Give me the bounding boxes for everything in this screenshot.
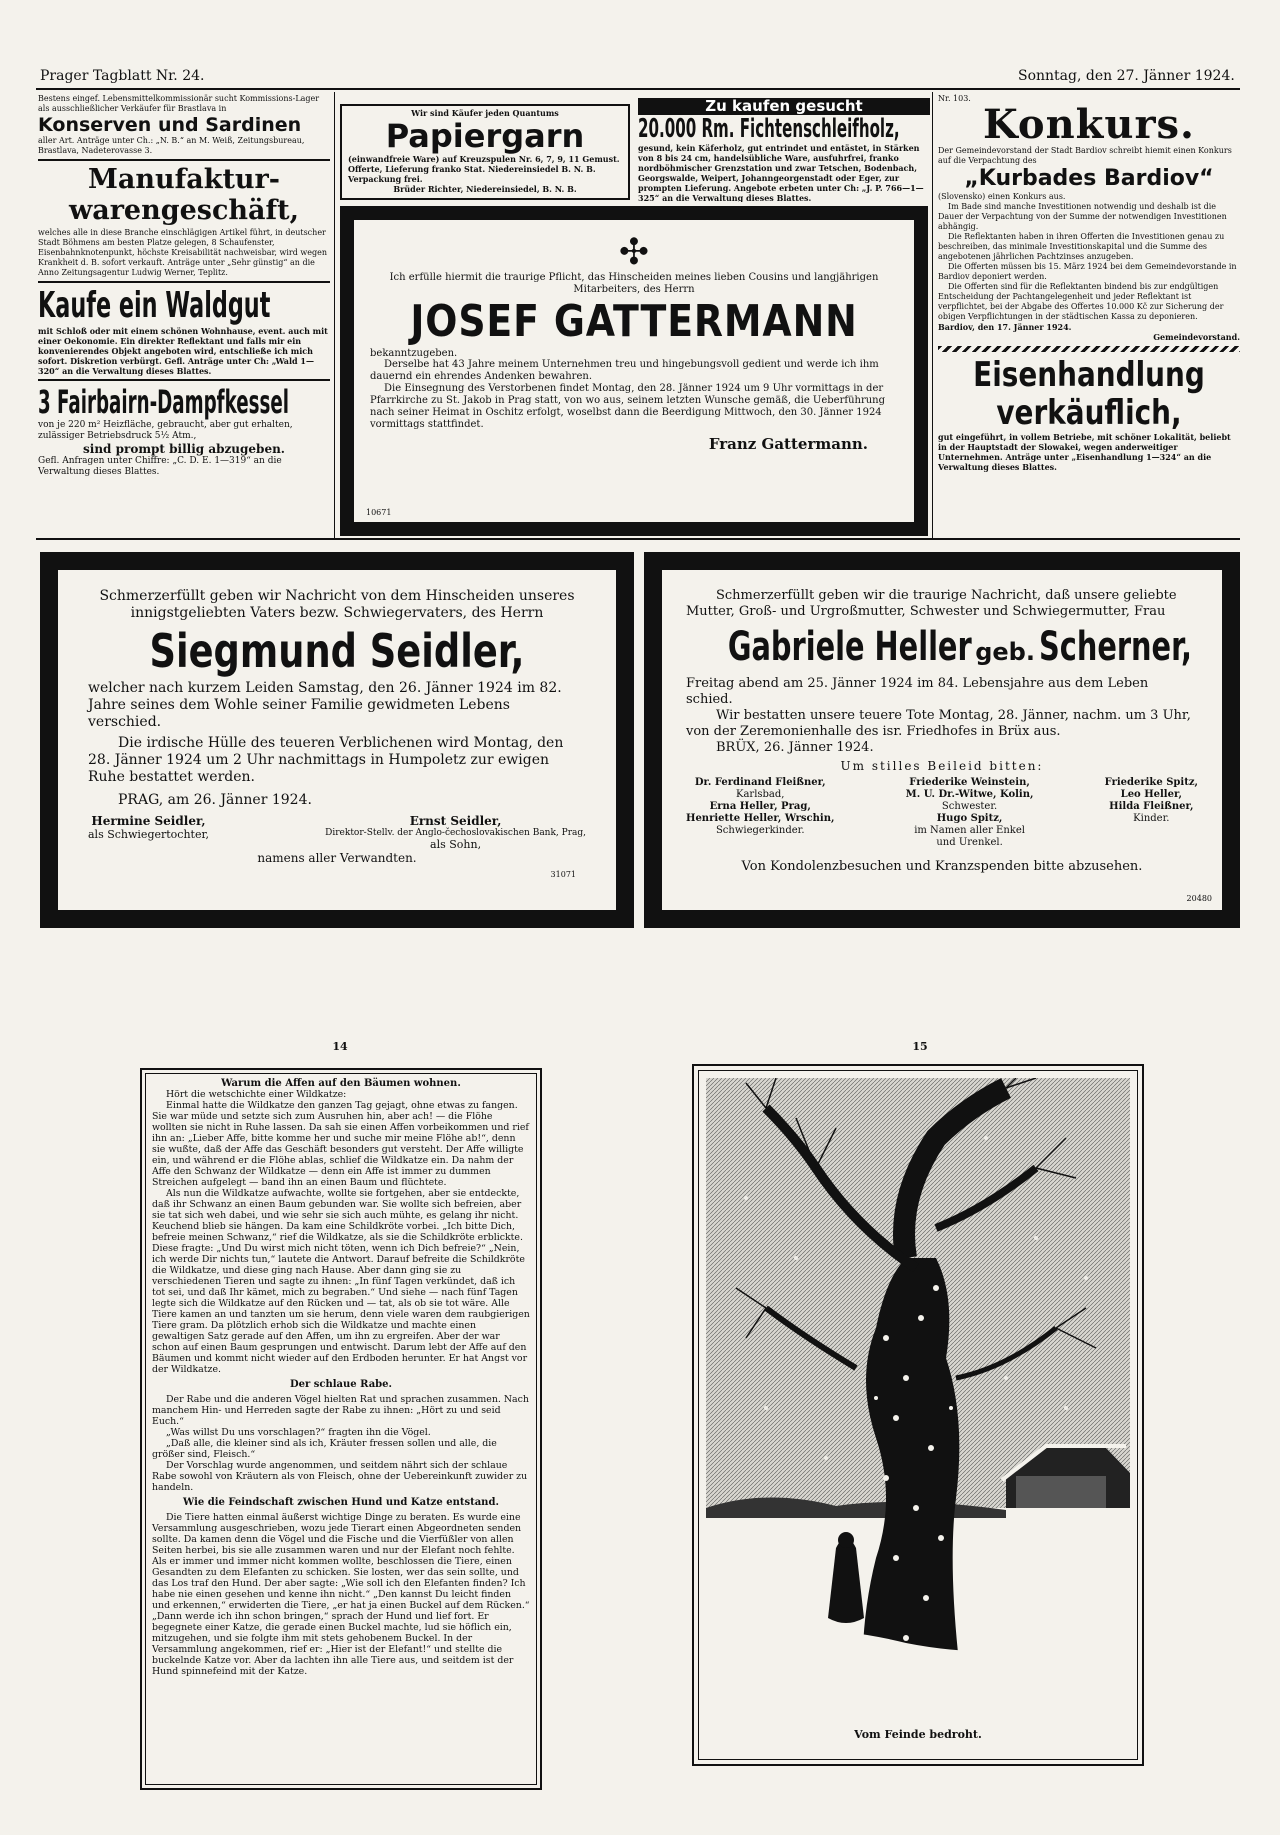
ad1-text: Bestens eingef. Lebensmittelkommissionär sucht Kommissions-Lager als ausschließlicher Verkäufer für Brastlava in [38,94,320,113]
story-title-3: Wie die Feindschaft zwischen Hund und Katze entstand. [183,1497,499,1508]
gattermann-name: JOSEF GATTERMANN [410,296,858,347]
heller-name-line: Friederike Spitz, [1104,777,1198,788]
page-number-14: 14 [332,1040,348,1053]
heller-name-line: und Urenkel. [936,837,1003,848]
zigzag-divider [938,346,1240,352]
heller-name-line: Erna Heller, Prag, [709,801,811,812]
heller-name-line: Schwiegerkinder. [715,825,805,836]
heller-name-line: Hugo Spitz, [936,813,1003,824]
fichtenholz-top: Zu kaufen gesucht [638,98,930,115]
gattermann-intro: Ich erfülle hiermit die traurige Pflicht, das Hinscheiden meines lieben Cousins und langjährigen Mitarbeiters, des Herrn [389,272,879,295]
konkurs-text-4: Die Reflektanten haben in ihren Offerten die Investitionen genau zu beschreiben, das minimale Investitionskapital und die Summe des angebotenen jährlichen Pachtzinses anzugeben. [938,232,1225,261]
column-rule [932,92,933,538]
heller-num: 20480 [1186,894,1212,903]
page15-illustration-box [692,1064,1144,1766]
konkurs-heading-2: „Kurbades Bardiov“ [964,166,1214,191]
ad3-heading: Kaufe ein Waldgut [38,285,271,326]
heller-name-line: im Namen aller Enkel [914,825,1025,836]
heller-name-line: Henriette Heller, Wrschin, [686,813,835,824]
heller-obituary [644,552,1240,928]
heller-name-line: Dr. Ferdinand Fleißner, [694,777,826,788]
page-header-left: Prager Tagblatt Nr. 24. [40,68,205,84]
konkurs-text-5: Die Offerten müssen bis 15. März 1924 bei dem Gemeindevorstande in Bardiov deponiert werden. [938,262,1237,281]
heller-col-3 [1105,777,1198,849]
heller-p2: Wir bestatten unsere teuere Tote Montag, 28. Jänner, nachm. um 3 Uhr, von der Zeremonienhalle des isr. Friedhofes in Brüx aus. [686,708,1191,739]
divider [38,379,330,381]
heller-foot: Von Kondolenzbesuchen und Kranzspenden bitte abzusehen. [741,859,1143,874]
story-sub: Hört die wetschichte einer Wildkatze: [166,1089,347,1100]
gattermann-obituary [340,206,928,536]
konkurs-text-3: Im Bade sind manche Investitionen notwendig und deshalb ist die Dauer der Verpachtung von der Summe der notwendigen Investitionen abhängig. [938,202,1227,231]
winter-tree-illustration [706,1078,1130,1718]
section-rule [36,538,1240,540]
heller-name-line: Kinder. [1133,813,1170,824]
fichtenholz-heading: 20.000 Rm. Fichtenschleifholz, [638,114,900,144]
ad4-text-3: Gefl. Anfragen unter Chiffre: „C. D. E. 1—319“ an die Verwaltung dieses Blattes. [38,456,282,477]
ad1-tail: aller Art. Anträge unter Ch.: „N. B.“ an M. Weiß, Zeitungsbureau, Brastlava, Nadeterovasse 3. [38,136,305,155]
konkurs-text-2: (Slovensko) einen Konkurs aus. [938,192,1066,201]
eisen-heading-2: verkäuflich, [996,393,1182,433]
gattermann-l1: bekanntzugeben. [370,348,458,359]
divider [38,281,330,283]
seidler-sign-2: Ernst Seidler, [409,814,502,828]
story-3-p1: Die Tiere hatten einmal äußerst wichtige Dinge zu beraten. Es wurde eine Versammlung ausgeschrieben, wozu jede Tierart einen Abgeordneten senden sollte. Da kamen denn die Vögel und die Fische und die Vierfüßler von allen Seiten herbei, bis sie alle zusammen waren und nur der Elefant noch fehlte. Als er immer und immer nicht kommen wollte, beschlossen die Tiere, einen Gesandten zu dem Elefanten zu schicken. Sie losten, wer das sein sollte, und das Los traf den Hund. Der aber sagte: „Wie soll ich den Elefanten finden? Ich habe nie einen gesehen und kenne ihn nicht.“ „Den kannst Du leicht finden und erkennen,“ erwiderten die Tiere, „er hat ja einen Buckel auf dem Rücken.“ „Dann werde ich ihn schon bringen,“ sprach der Hund und lief fort. Er begegnete einer Katze, die gerade einen Buckel machte, lud sie höflich ein, mitzugehen, und sie folgte ihm mit stets gehobenem Buckel. In der Versammlung angekommen, rief er: „Hier ist der Elefant!“ und stellte die buckelnde Katze vor. Aber da lachten ihn alle Tiere aus, und seitdem ist der Hund spinnefeind mit der Katze. [152,1512,530,1677]
ad1-heading: Konserven und Sardinen [38,114,302,136]
seidler-obituary [40,552,634,928]
column-rule [334,92,335,538]
seidler-sign-2c: als Sohn, [430,838,482,851]
story-1-p2: Als nun die Wildkatze aufwachte, wollte sie fortgehen, aber sie entdeckte, daß ihr Schwanz an einen Baum gebunden war. Sie wollte sich befreien, aber sie tat sich weh dabei, und wie sehr sie sich auch mühte, es gelang ihr nicht. Keuchend blieb sie hängen. Da kam eine Schildkröte vorbei. „Ich bitte Dich, befreie meinen Schwanz,“ rief die Wildkatze, als sie die Schildkröte erblickte. Diese fragte: „Und Du wirst mich nicht töten, wenn ich Dich befreie?“ „Nein, ich werde Dir nichts tun,“ lautete die Antwort. Darauf befreite die Schildkröte die Wildkatze, und diese ging nach Hause. Aber dann ging sie zu verschiedenen Tieren und sagte zu ihnen: „In fünf Tagen verkündet, daß ich tot sei, und daß Ihr kämet, mich zu begraben.“ Und siehe — nach fünf Tagen legte sich die Wildkatze auf den Rücken und — tat, als ob sie tot wäre. Alle Tiere kamen an und tanzten um sie herum, denn viele waren dem raubgierigen Tiere gram. Da plötzlich erhob sich die Wildkatze und machte einen gewaltigen Satz gerade auf den Affen, um ihn zu ergreifen. Aber der war schon auf einen Baum gesprungen und entwischt. Darum lebt der Affe auf den Bäumen und kommt nicht wieder auf den Erdboden herunter. Er hat Angst vor der Wildkatze. [152,1188,530,1375]
gattermann-num: 10671 [366,508,392,517]
gattermann-l2: Derselbe hat 43 Jahre meinem Unternehmen treu und hingebungsvoll gedient und werde ich ihm dauernd ein ehrendes Andenken bewahren. [370,359,879,382]
seidler-sign-1b: als Schwiegertochter, [88,828,210,841]
header-rule [36,88,1240,90]
seidler-p1: welcher nach kurzem Leiden Samstag, den 26. Jänner 1924 im 82. Jahre seines dem Wohle seiner Familie gewidmeten Lebens verschied. [88,680,562,730]
heller-date: BRÜX, 26. Jänner 1924. [716,740,874,755]
konkurs-text-6: Die Offerten sind für die Reflektanten bindend bis zur endgültigen Entscheidung der Pachtangelegenheit und jeder Reflektant ist verpflichtet, bei der Abgabe des Offertes 10.000 Kč zur Sicherung der obigen Verpflichtungen in der städtischen Kassa zu deponieren. [938,282,1224,321]
seidler-intro: Schmerzerfüllt geben wir Nachricht von dem Hinscheiden unseres innigstgeliebten Vaters bezw. Schwiegervaters, des Herrn [99,588,575,621]
heller-name-line: Leo Heller, [1120,789,1182,800]
seidler-p2: Die irdische Hülle des teueren Verblichenen wird Montag, den 28. Jänner 1924 um 2 Uhr nachmittags in Humpoletz zur ewigen Ruhe bestattet werden. [88,735,564,785]
seidler-date: PRAG, am 26. Jänner 1924. [118,792,312,808]
eisen-heading-1: Eisenhandlung [973,355,1205,395]
col4-ads [938,94,1240,538]
heller-name-line: M. U. Dr.-Witwe, Kolin, [905,789,1034,800]
ad4-heading: 3 Fairbairn-Dampfkessel [38,383,289,421]
papiergarn-ad [340,104,630,200]
papiergarn-text: (einwandfreie Ware) auf Kreuzspulen Nr. 6, 7, 9, 11 Gemust. Offerte, Lieferung franko Stat. Niedereinsiedel B. N. B. Verpackung frei. [348,154,620,184]
page14-story-box [140,1068,542,1790]
page-header-right: Sonntag, den 27. Jänner 1924. [1018,68,1235,84]
konkurs-sign: Gemeindevorstand. [1153,332,1240,342]
heller-name-line: Friederike Weinstein, [909,777,1030,788]
heller-beileid: Um stilles Beileid bitten: [840,759,1044,773]
story-1-p1: Einmal hatte die Wildkatze den ganzen Tag gejagt, ohne etwas zu fangen. Sie war müde und setzte sich zum Ausruhen hin, aber ach! — die Flöhe wollten sie nicht in Ruhe lassen. Da sah sie einen Affen vorbeikommen und rief ihn an: „Lieber Affe, bitte komme her und suche mir meine Flöhe ab!“, denn sie wußte, daß der Affe das Geschäft besonders gut versteht. Der Affe willigte ein, und während er die Flöhe ablas, schlief die Wildkatze ein. Da nahm der Affe den Schwanz der Wildkatze — denn ein Affe ist immer zu dummen Streichen aufgelegt — band ihn an einen Baum und flüchtete. [152,1100,529,1188]
gattermann-sign: Franz Gattermann. [708,435,868,453]
story-2-p2: „Was willst Du uns vorschlagen?“ fragten ihn die Vögel. [166,1427,431,1438]
konkurs-nr: Nr. 103. [938,94,971,103]
konkurs-date: Bardiov, den 17. Jänner 1924. [938,322,1072,332]
papiergarn-heading: Papiergarn [385,117,585,155]
seidler-name: Siegmund Seidler, [149,624,525,678]
heller-name-line: Hilda Fleißner, [1109,801,1194,812]
seidler-sign-1: Hermine Seidler, [91,814,206,828]
fichtenholz-text: gesund, kein Käferholz, gut entrindet und entästet, in Stärken von 8 bis 24 cm, handelsübliche Ware, ausfuhrfrei, franko nordböhmischer Grenzstation und zwar Tetschen, Bodenbach, Georgswalde, Weipert, Johanngeorgenstadt oder Eger, zur prompten Lieferung. Angebote erbeten unter Ch: „J. P. 766—1—325“ an die Verwaltung dieses Blattes. [638,143,924,202]
papiergarn-sign: Brüder Richter, Niedereinsiedel, B. N. B. [393,184,577,194]
story-2-p3: „Daß alle, die kleiner sind als ich, Kräuter fressen sollen und alle, die größer sind, Fleisch.“ [152,1438,497,1460]
page-number-15: 15 [912,1040,928,1053]
seidler-sign-2b: Direktor-Stellv. der Anglo-čechoslovakischen Bank, Prag, [325,828,586,838]
story-2-p4: Der Vorschlag wurde angenommen, und seitdem nährt sich der schlaue Rabe sowohl von Kräutern als von Fleisch, ohne der Uebereinkunft zuwider zu handeln. [152,1460,528,1493]
heller-col-2 [906,777,1034,849]
heller-name-2: geb. [975,638,1035,666]
eisen-text: gut eingeführt, in vollem Betriebe, mit schöner Lokalität, beliebt in der Hauptstadt der Slowakei, wegen anderweitiger Unternehmen. Anträge unter „Eisenhandlung 1—324“ an die Verwaltung dieses Blattes. [938,432,1231,472]
ad3-text: mit Schloß oder mit einem schönen Wohnhause, event. auch mit einer Oekonomie. Ein direkter Reflektant und falls mir ein konvenierendes Objekt angeboten wird, entschließe ich mich sofort. Diskretion verbürgt. Gefl. Anträge unter Ch: „Wald 1—320“ an die Verwaltung dieses Blattes. [38,326,328,376]
heller-intro: Schmerzerfüllt geben wir die traurige Nachricht, daß unsere geliebte Mutter, Groß- und Urgroßmutter, Schwester und Schwiegermutter, Frau [686,588,1177,619]
papiergarn-small: Wir sind Käufer jeden Quantums [411,108,559,118]
konkurs-text-1: Der Gemeindevorstand der Stadt Bardiov schreibt hiemit einen Konkurs auf die Verpachtung des [938,146,1232,165]
story-title-1: Warum die Affen auf den Bäumen wohnen. [221,1078,461,1089]
seidler-num: 31071 [550,870,576,879]
col1-ads [38,94,330,536]
illustration-caption: Vom Feinde bedroht. [854,1728,982,1741]
heller-name-line: Schwester. [941,801,998,812]
heller-name-3: Scherner, [1038,624,1192,670]
heller-name-line: Karlsbad, [735,789,785,800]
story-title-2: Der schlaue Rabe. [289,1379,393,1390]
ad2-heading-1: Manufaktur- [88,164,280,195]
divider [38,159,330,161]
ad2-heading-2: warengeschäft, [68,195,300,226]
fichtenholz-ad [638,98,930,202]
ad4-text-1: von je 220 m² Heizfläche, gebraucht, aber gut erhalten, zulässiger Betriebsdruck 5½ Atm., [38,420,293,441]
heller-col-1 [686,777,834,849]
heller-name-1: Gabriele Heller [727,624,972,670]
seidler-sign-3: namens aller Verwandten. [257,851,417,865]
gattermann-l3: Die Einsegnung des Verstorbenen findet Montag, den 28. Jänner 1924 um 9 Uhr vormittags in der Pfarrkirche zu St. Jakob in Prag statt, von wo aus, seinem letzten Wunsche gemäß, die Ueberführung nach seiner Heimat in Oschitz erfolgt, woselbst dann die Beerdigung Mittwoch, den 30. Jänner 1924 vormittags stattfindet. [370,383,886,430]
ad2-text: welches alle in diese Branche einschlägigen Artikel führt, in deutscher Stadt Böhmens am besten Platze gelegen, 8 Schaufenster, Eisenbahnknotenpunkt, höchste Kreisabilität nachweisbar, wird wegen Krankheit d. B. sofort verkauft. Anträge unter „Sehr günstig“ an die Anno Zeitungsagentur Ludwig Werner, Teplitz. [38,228,327,277]
konkurs-heading: Konkurs. [983,101,1195,148]
story-2-p1: Der Rabe und die anderen Vögel hielten Rat und sprachen zusammen. Nach manchem Hin- und Herreden sagte der Rabe zu ihnen: „Hört zu und seid Euch.“ [152,1394,529,1427]
heller-p1: Freitag abend am 25. Jänner 1924 im 84. Lebensjahre aus dem Leben schied. [686,676,1149,707]
cross-icon: ✣ [618,232,650,273]
ad4-text-2: sind prompt billig abzugeben. [83,442,285,456]
